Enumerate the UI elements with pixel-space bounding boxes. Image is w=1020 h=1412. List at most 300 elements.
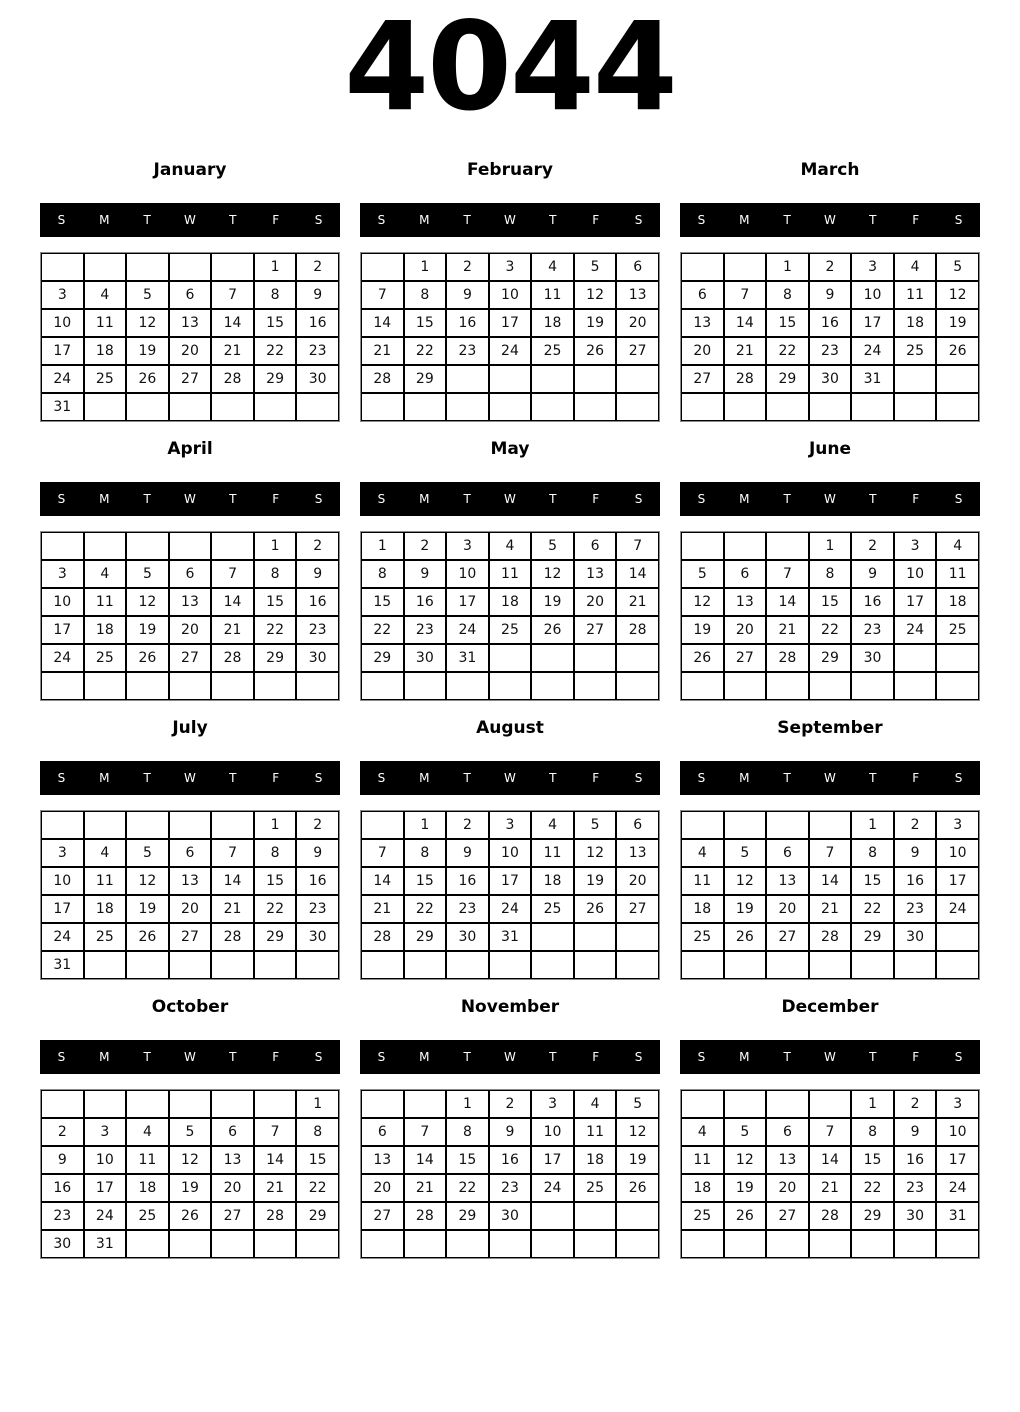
weekday-label: M <box>419 491 430 506</box>
day-cell: 27 <box>574 616 617 644</box>
day-cell: 21 <box>404 1174 447 1202</box>
day-cell: 27 <box>169 644 212 672</box>
day-cell: 30 <box>489 1202 532 1230</box>
week-row <box>681 1202 979 1230</box>
empty-day-cell <box>296 1230 339 1258</box>
day-cell: 3 <box>851 253 894 281</box>
day-cell: 1 <box>404 811 447 839</box>
weekday-label: T <box>143 491 151 506</box>
day-cell: 22 <box>446 1174 489 1202</box>
empty-day-cell <box>766 532 809 560</box>
day-cell: 18 <box>126 1174 169 1202</box>
month-march <box>680 160 980 422</box>
day-cell: 22 <box>254 895 297 923</box>
day-cell: 30 <box>894 923 937 951</box>
week-row <box>361 672 659 700</box>
empty-day-cell <box>851 393 894 421</box>
day-cell: 7 <box>361 281 404 309</box>
day-cell: 24 <box>446 616 489 644</box>
day-cell: 22 <box>254 616 297 644</box>
empty-day-cell <box>574 923 617 951</box>
day-cell: 20 <box>574 588 617 616</box>
day-cell: 2 <box>296 253 339 281</box>
weekday-label: M <box>99 1049 110 1064</box>
day-cell: 16 <box>296 309 339 337</box>
day-cell: 6 <box>169 839 212 867</box>
weekday-label: S <box>954 1049 963 1064</box>
day-cell: 28 <box>404 1202 447 1230</box>
day-cell: 9 <box>894 839 937 867</box>
month-title: January <box>153 159 227 180</box>
day-cell: 7 <box>211 281 254 309</box>
day-cell: 16 <box>446 309 489 337</box>
empty-day-cell <box>446 393 489 421</box>
month-february <box>360 160 660 422</box>
day-cell: 14 <box>616 560 659 588</box>
day-cell: 30 <box>296 644 339 672</box>
empty-day-cell <box>211 672 254 700</box>
empty-day-cell <box>169 951 212 979</box>
day-cell: 26 <box>574 895 617 923</box>
day-cell: 6 <box>766 1118 809 1146</box>
week-row <box>361 1090 659 1118</box>
day-cell: 19 <box>724 895 767 923</box>
day-cell: 9 <box>296 281 339 309</box>
weekday-label: T <box>229 770 237 785</box>
day-cell: 13 <box>169 588 212 616</box>
empty-day-cell <box>809 951 852 979</box>
empty-day-cell <box>681 672 724 700</box>
day-cell: 26 <box>681 644 724 672</box>
empty-day-cell <box>84 951 127 979</box>
day-cell: 3 <box>894 532 937 560</box>
day-cell: 13 <box>616 281 659 309</box>
day-cell: 4 <box>531 253 574 281</box>
month-june <box>680 439 980 701</box>
empty-day-cell <box>254 393 297 421</box>
empty-day-cell <box>681 1230 724 1258</box>
day-cell: 20 <box>681 337 724 365</box>
day-cell: 16 <box>851 588 894 616</box>
week-row <box>361 1118 659 1146</box>
weekday-label: W <box>824 770 836 785</box>
day-cell: 23 <box>446 895 489 923</box>
week-row <box>361 616 659 644</box>
week-row <box>41 1146 339 1174</box>
empty-day-cell <box>809 1230 852 1258</box>
day-cell: 16 <box>404 588 447 616</box>
day-cell: 7 <box>404 1118 447 1146</box>
day-cell: 10 <box>41 309 84 337</box>
month-october <box>40 997 340 1259</box>
weekday-label: M <box>99 491 110 506</box>
month-december <box>680 997 980 1259</box>
week-row <box>41 839 339 867</box>
week-row <box>41 588 339 616</box>
empty-day-cell <box>211 951 254 979</box>
day-cell: 1 <box>361 532 404 560</box>
empty-day-cell <box>296 672 339 700</box>
empty-day-cell <box>766 1230 809 1258</box>
empty-day-cell <box>126 811 169 839</box>
month-september <box>680 718 980 980</box>
empty-day-cell <box>616 393 659 421</box>
weekday-label: W <box>824 1049 836 1064</box>
month-april <box>40 439 340 701</box>
day-cell: 30 <box>851 644 894 672</box>
day-cell: 31 <box>489 923 532 951</box>
empty-day-cell <box>724 1230 767 1258</box>
empty-day-cell <box>126 393 169 421</box>
weekday-header <box>40 761 340 795</box>
week-row <box>361 923 659 951</box>
day-grid <box>680 810 980 980</box>
weekday-label: F <box>912 1049 920 1064</box>
day-cell: 26 <box>531 616 574 644</box>
empty-day-cell <box>681 253 724 281</box>
day-cell: 10 <box>41 867 84 895</box>
weekday-header <box>680 482 980 516</box>
week-row <box>361 1146 659 1174</box>
day-cell: 26 <box>126 923 169 951</box>
day-cell: 11 <box>84 867 127 895</box>
day-cell: 5 <box>126 839 169 867</box>
empty-day-cell <box>404 1230 447 1258</box>
day-cell: 19 <box>574 867 617 895</box>
empty-day-cell <box>446 1230 489 1258</box>
weekday-label: W <box>504 1049 516 1064</box>
empty-day-cell <box>616 672 659 700</box>
empty-day-cell <box>254 951 297 979</box>
day-cell: 26 <box>724 1202 767 1230</box>
empty-day-cell <box>404 393 447 421</box>
day-cell: 19 <box>724 1174 767 1202</box>
weekday-label: S <box>57 1049 66 1064</box>
day-cell: 10 <box>936 839 979 867</box>
day-cell: 20 <box>724 616 767 644</box>
empty-day-cell <box>851 951 894 979</box>
day-cell: 2 <box>894 811 937 839</box>
day-cell: 6 <box>681 281 724 309</box>
day-cell: 12 <box>724 867 767 895</box>
empty-day-cell <box>574 951 617 979</box>
day-cell: 27 <box>169 923 212 951</box>
day-cell: 21 <box>809 1174 852 1202</box>
day-cell: 6 <box>169 560 212 588</box>
week-row <box>681 337 979 365</box>
weekday-label: F <box>592 491 600 506</box>
weekday-label: T <box>549 1049 557 1064</box>
empty-day-cell <box>446 365 489 393</box>
week-row <box>41 1090 339 1118</box>
week-row <box>681 1090 979 1118</box>
day-cell: 6 <box>616 253 659 281</box>
empty-day-cell <box>254 1090 297 1118</box>
day-cell: 15 <box>361 588 404 616</box>
day-cell: 14 <box>809 867 852 895</box>
weekday-label: W <box>184 491 196 506</box>
weekday-label: S <box>954 212 963 227</box>
day-cell: 5 <box>126 281 169 309</box>
day-cell: 9 <box>296 560 339 588</box>
day-cell: 28 <box>211 923 254 951</box>
day-cell: 14 <box>211 309 254 337</box>
day-cell: 17 <box>84 1174 127 1202</box>
day-cell: 29 <box>296 1202 339 1230</box>
empty-day-cell <box>574 393 617 421</box>
day-cell: 10 <box>489 839 532 867</box>
week-row <box>361 560 659 588</box>
empty-day-cell <box>809 672 852 700</box>
week-row <box>361 1202 659 1230</box>
day-grid <box>680 252 980 422</box>
day-cell: 27 <box>724 644 767 672</box>
day-cell: 13 <box>361 1146 404 1174</box>
day-cell: 19 <box>169 1174 212 1202</box>
day-cell: 21 <box>616 588 659 616</box>
month-title: March <box>800 159 860 180</box>
empty-day-cell <box>211 253 254 281</box>
weekday-label: T <box>143 1049 151 1064</box>
week-row <box>361 309 659 337</box>
day-cell: 2 <box>446 811 489 839</box>
weekday-label: S <box>634 212 643 227</box>
day-cell: 22 <box>404 895 447 923</box>
empty-day-cell <box>531 1230 574 1258</box>
empty-day-cell <box>41 811 84 839</box>
day-cell: 1 <box>404 253 447 281</box>
day-cell: 25 <box>574 1174 617 1202</box>
day-cell: 31 <box>84 1230 127 1258</box>
empty-day-cell <box>446 672 489 700</box>
day-cell: 24 <box>41 365 84 393</box>
day-cell: 16 <box>296 867 339 895</box>
empty-day-cell <box>296 393 339 421</box>
weekday-label: F <box>272 212 280 227</box>
day-cell: 19 <box>574 309 617 337</box>
day-cell: 14 <box>254 1146 297 1174</box>
empty-day-cell <box>724 532 767 560</box>
day-cell: 18 <box>489 588 532 616</box>
day-cell: 15 <box>254 309 297 337</box>
day-cell: 22 <box>361 616 404 644</box>
day-cell: 10 <box>489 281 532 309</box>
weekday-label: W <box>824 212 836 227</box>
empty-day-cell <box>361 393 404 421</box>
weekday-label: S <box>634 491 643 506</box>
day-cell: 12 <box>724 1146 767 1174</box>
weekday-label: M <box>739 491 750 506</box>
empty-day-cell <box>531 365 574 393</box>
week-row <box>41 1230 339 1258</box>
empty-day-cell <box>809 1090 852 1118</box>
week-row <box>681 644 979 672</box>
day-cell: 26 <box>169 1202 212 1230</box>
day-cell: 6 <box>616 811 659 839</box>
day-cell: 9 <box>404 560 447 588</box>
day-cell: 23 <box>296 616 339 644</box>
empty-day-cell <box>724 811 767 839</box>
weekday-header <box>680 1040 980 1074</box>
weekday-label: S <box>377 212 386 227</box>
day-cell: 22 <box>851 895 894 923</box>
weekday-label: S <box>954 770 963 785</box>
empty-day-cell <box>531 923 574 951</box>
empty-day-cell <box>126 253 169 281</box>
week-row <box>41 644 339 672</box>
week-row <box>681 560 979 588</box>
day-cell: 24 <box>531 1174 574 1202</box>
empty-day-cell <box>404 672 447 700</box>
empty-day-cell <box>616 365 659 393</box>
day-cell: 11 <box>84 588 127 616</box>
day-cell: 16 <box>489 1146 532 1174</box>
week-row <box>361 867 659 895</box>
empty-day-cell <box>894 365 937 393</box>
day-cell: 7 <box>254 1118 297 1146</box>
day-cell: 14 <box>724 309 767 337</box>
weekday-label: M <box>419 212 430 227</box>
weekday-label: T <box>143 212 151 227</box>
day-cell: 4 <box>84 839 127 867</box>
day-cell: 10 <box>936 1118 979 1146</box>
day-cell: 16 <box>894 867 937 895</box>
weekday-label: T <box>783 212 791 227</box>
weekday-label: T <box>463 770 471 785</box>
empty-day-cell <box>84 532 127 560</box>
empty-day-cell <box>41 672 84 700</box>
empty-day-cell <box>809 393 852 421</box>
week-row <box>681 588 979 616</box>
week-row <box>361 895 659 923</box>
day-cell: 4 <box>84 560 127 588</box>
empty-day-cell <box>574 644 617 672</box>
calendar-grid <box>0 160 1020 1259</box>
day-cell: 2 <box>296 811 339 839</box>
day-cell: 9 <box>446 839 489 867</box>
empty-day-cell <box>126 1230 169 1258</box>
week-row <box>681 309 979 337</box>
day-cell: 8 <box>446 1118 489 1146</box>
week-row <box>41 867 339 895</box>
day-cell: 9 <box>489 1118 532 1146</box>
empty-day-cell <box>936 393 979 421</box>
day-cell: 8 <box>296 1118 339 1146</box>
day-cell: 15 <box>851 1146 894 1174</box>
empty-day-cell <box>616 951 659 979</box>
year-title: 4044 <box>344 0 676 138</box>
weekday-label: F <box>272 1049 280 1064</box>
day-cell: 16 <box>894 1146 937 1174</box>
day-cell: 31 <box>41 951 84 979</box>
day-cell: 28 <box>809 923 852 951</box>
day-cell: 15 <box>296 1146 339 1174</box>
day-cell: 5 <box>531 532 574 560</box>
day-cell: 29 <box>254 365 297 393</box>
week-row <box>681 811 979 839</box>
day-grid <box>40 531 340 701</box>
day-cell: 3 <box>41 560 84 588</box>
week-row <box>681 281 979 309</box>
day-cell: 27 <box>361 1202 404 1230</box>
day-cell: 20 <box>169 616 212 644</box>
day-cell: 29 <box>766 365 809 393</box>
day-cell: 5 <box>616 1090 659 1118</box>
weekday-label: W <box>184 212 196 227</box>
day-cell: 8 <box>766 281 809 309</box>
day-cell: 14 <box>361 867 404 895</box>
week-row <box>41 1174 339 1202</box>
day-cell: 17 <box>489 309 532 337</box>
day-cell: 2 <box>894 1090 937 1118</box>
week-row <box>681 253 979 281</box>
weekday-label: T <box>463 491 471 506</box>
day-cell: 11 <box>894 281 937 309</box>
day-cell: 17 <box>936 867 979 895</box>
day-cell: 20 <box>766 895 809 923</box>
empty-day-cell <box>41 1090 84 1118</box>
day-cell: 29 <box>809 644 852 672</box>
weekday-label: S <box>697 1049 706 1064</box>
day-cell: 14 <box>766 588 809 616</box>
weekday-header <box>40 482 340 516</box>
day-cell: 30 <box>404 644 447 672</box>
empty-day-cell <box>766 672 809 700</box>
day-cell: 12 <box>616 1118 659 1146</box>
day-cell: 24 <box>41 923 84 951</box>
empty-day-cell <box>211 532 254 560</box>
weekday-label: T <box>869 770 877 785</box>
day-cell: 12 <box>574 839 617 867</box>
week-row <box>681 951 979 979</box>
week-row <box>681 616 979 644</box>
day-cell: 1 <box>254 811 297 839</box>
weekday-label: W <box>184 770 196 785</box>
day-cell: 10 <box>851 281 894 309</box>
day-cell: 19 <box>681 616 724 644</box>
day-cell: 25 <box>681 1202 724 1230</box>
day-cell: 5 <box>936 253 979 281</box>
day-cell: 10 <box>531 1118 574 1146</box>
day-cell: 4 <box>681 1118 724 1146</box>
day-grid <box>40 252 340 422</box>
day-grid <box>360 810 660 980</box>
day-cell: 23 <box>489 1174 532 1202</box>
day-cell: 5 <box>681 560 724 588</box>
day-cell: 18 <box>936 588 979 616</box>
day-cell: 12 <box>126 309 169 337</box>
day-cell: 13 <box>169 309 212 337</box>
day-cell: 16 <box>41 1174 84 1202</box>
day-cell: 6 <box>766 839 809 867</box>
week-row <box>681 923 979 951</box>
day-grid <box>680 1089 980 1259</box>
empty-day-cell <box>894 672 937 700</box>
week-row <box>681 532 979 560</box>
week-row <box>41 532 339 560</box>
day-cell: 4 <box>489 532 532 560</box>
day-cell: 30 <box>296 365 339 393</box>
day-cell: 3 <box>84 1118 127 1146</box>
day-cell: 20 <box>361 1174 404 1202</box>
day-cell: 19 <box>126 337 169 365</box>
day-cell: 5 <box>724 1118 767 1146</box>
empty-day-cell <box>616 1202 659 1230</box>
day-cell: 21 <box>211 895 254 923</box>
day-cell: 8 <box>809 560 852 588</box>
weekday-label: T <box>229 1049 237 1064</box>
day-cell: 27 <box>766 1202 809 1230</box>
